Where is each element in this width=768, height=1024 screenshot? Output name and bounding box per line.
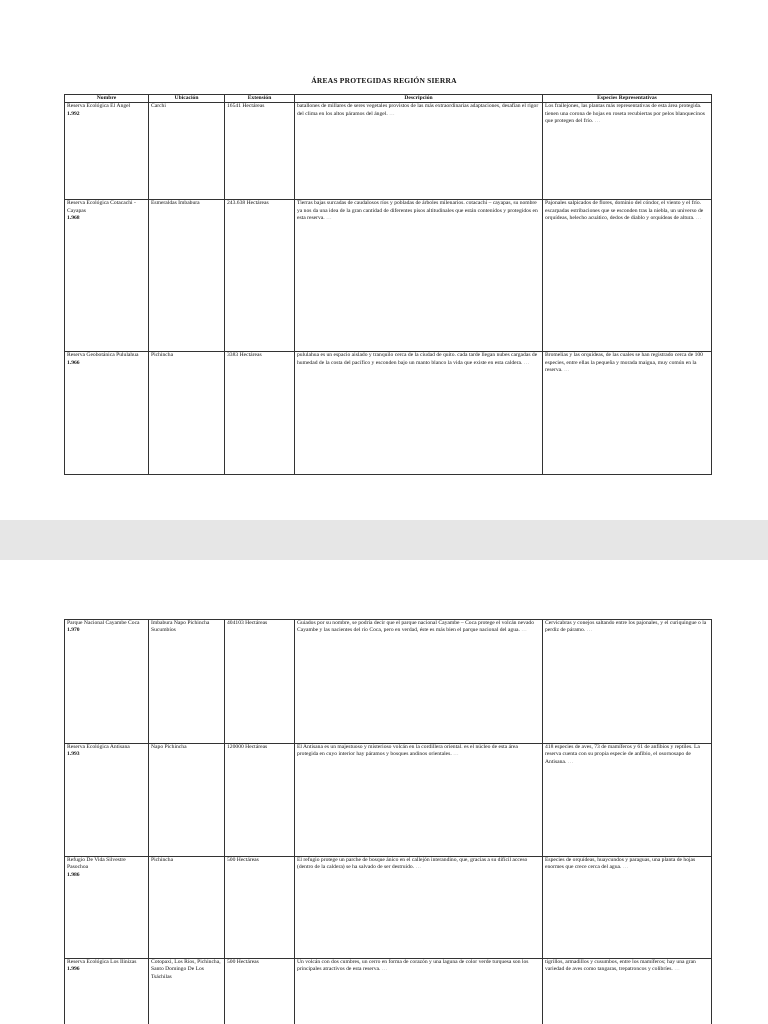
table-row bbox=[65, 103, 712, 200]
cell-nombre: Reserva Geobotánica Pululahua 1.966 bbox=[65, 352, 149, 475]
table-row bbox=[65, 857, 712, 959]
cell-ubicacion: Imbabura Napo Pichincha Sucumbíos bbox=[149, 620, 225, 744]
cell-descripcion: El refugio protege un parche de bosque ánico en el callejón interandino, que, gracias a su difícil acceso (dentro de la caldera) se ha salvado de ser destruido. … bbox=[295, 857, 543, 959]
cell-extension: 500 Hectáreas bbox=[225, 857, 295, 959]
cell-ubicacion: Pichincha bbox=[149, 352, 225, 475]
cell-ubicacion: Pichincha bbox=[149, 857, 225, 959]
cell-ubicacion: Napo Pichincha bbox=[149, 744, 225, 857]
table-header-row bbox=[65, 95, 712, 103]
cell-nombre: Parque Nacional Cayambe Coca 1.970 bbox=[65, 620, 149, 744]
cell-nombre: Reserva Ecológica Cotacachi - Cayapas 1.968 bbox=[65, 200, 149, 352]
page-title: ÁREAS PROTEGIDAS REGIÓN SIERRA bbox=[311, 76, 457, 85]
cell-nombre: Refugio De Vida Silvestre Pasochoa 1.986 bbox=[65, 857, 149, 959]
cell-extension: 3383 Hectáreas bbox=[225, 352, 295, 475]
cell-extension: 243.638 Hectáreas bbox=[225, 200, 295, 352]
cell-descripcion: Tierras bajas surcadas de caudalosos ríos y pobladas de árboles milenarios. cotacachi – cayapas, su nombre ya nos da una idea de la gran cantidad de diferentes pisos altitudinales que están contenidos y protegidos en esta reserva. … bbox=[295, 200, 543, 352]
header-descripcion: Descripción bbox=[295, 95, 543, 103]
protected-areas-table-continued bbox=[64, 619, 712, 1024]
cell-especies: Pajonales salpicados de flores, dominio del cóndor, el viento y el frío. escarpadas estribaciones que se esconden tras la niebla, un universo de orquídeas, helecho acuático, dedos de diablo y orquídeas de altura. … bbox=[543, 200, 712, 352]
cell-ubicacion: Cotopaxi, Los Ríos, Pichincha, Santo Domingo De Los Tsáchilas bbox=[149, 959, 225, 1024]
cell-extension: 500 Hectáreas bbox=[225, 959, 295, 1024]
cell-especies: tigrillos, armadillos y cusumbos, entre los mamíferos; hay una gran variedad de aves como tangaras, trepatroncos y colibríes. … bbox=[543, 959, 712, 1024]
document-page-2 bbox=[0, 560, 768, 1024]
cell-descripcion: Guiados por su nombre, se podría decir que el parque nacional Cayambe – Coca protege el volcán nevado Cayambe y las nacientes del río Coca, pero en verdad, éste es más bien el parque nacional del agua. … bbox=[295, 620, 543, 744]
header-especies: Especies Representativas bbox=[543, 95, 712, 103]
header-nombre: Nombre bbox=[65, 95, 149, 103]
cell-descripcion: pululahua es un espacio aislado y tranquilo cerca de la ciudad de quito. cada tarde llegan nubes cargadas de humedad de la costa del pacífico y esconden bajo un manto blanco la vida que existe en esta caldera. … bbox=[295, 352, 543, 475]
protected-areas-table bbox=[64, 94, 712, 475]
cell-nombre: Reserva Ecológica El Ángel 1.992 bbox=[65, 103, 149, 200]
cell-extension: 404103 Hectáreas bbox=[225, 620, 295, 744]
header-ubicacion: Ubicación bbox=[149, 95, 225, 103]
cell-nombre: Reserva Ecológica Antisana 1.993 bbox=[65, 744, 149, 857]
cell-descripcion: El Antisana es un majestuoso y misterioso volcán en la cordillera oriental. es el núcleo de esta área protegida en cuyo interior hay páramos y bosques andinos orientales. … bbox=[295, 744, 543, 857]
cell-especies: Bromelias y las orquídeas, de las cuales se han registrado cerca de 100 especies, entre ellas la pequeña y morada maigua, muy común en la reserva. … bbox=[543, 352, 712, 475]
cell-extension: 16541 Hectáreas bbox=[225, 103, 295, 200]
table-row bbox=[65, 352, 712, 475]
cell-especies: Especies de orquídeas, huaycundos y paraguas, una planta de hojas enormes que crece cerca del agua. … bbox=[543, 857, 712, 959]
cell-nombre: Reserva Ecológica Los Ilinizas 1.996 bbox=[65, 959, 149, 1024]
table-row bbox=[65, 744, 712, 857]
cell-especies: Los frailejones, las plantas más representativas de esta área protegida. tienen una corona de hojas en roseta recubiertas por pelos blanquecinos que protegen del frío. … bbox=[543, 103, 712, 200]
header-extension: Extensión bbox=[225, 95, 295, 103]
cell-descripcion: batallones de millares de seres vegetales provistos de las más extraordinarias adaptaciones, desafían el rigor del clima en los altos páramos del ángel. … bbox=[295, 103, 543, 200]
table-row bbox=[65, 620, 712, 744]
cell-especies: 418 especies de aves, 73 de mamíferos y 61 de anfibios y reptiles. La reserva cuenta con su propia especie de anfibio, el osornosapo de Antisana. … bbox=[543, 744, 712, 857]
cell-extension: 120000 Hectáreas bbox=[225, 744, 295, 857]
cell-especies: Cervicabras y conejos saltando entre los pajonales, y el curiquingue o la perdiz de páramo. … bbox=[543, 620, 712, 744]
table-row bbox=[65, 959, 712, 1024]
page-gap bbox=[0, 520, 768, 560]
table-row bbox=[65, 200, 712, 352]
cell-descripcion: Un volcán con dos cumbres, un cerro en forma de corazón y una laguna de color verde turquesa son los principales atractivos de esta reserva. … bbox=[295, 959, 543, 1024]
cell-ubicacion: Carchi bbox=[149, 103, 225, 200]
cell-ubicacion: Esmeraldas Imbabura bbox=[149, 200, 225, 352]
